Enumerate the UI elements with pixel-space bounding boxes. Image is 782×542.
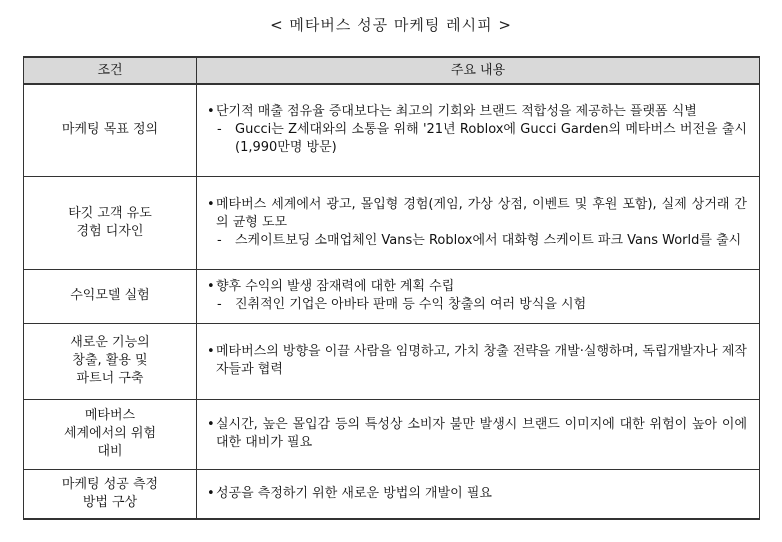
bullet-text: 향후 수익의 발생 잠재력에 대한 계획 수립 <box>216 279 455 294</box>
condition-text: 수익모델 실험 <box>70 288 150 303</box>
condition-text: 창출, 활용 및 <box>72 353 148 368</box>
table-row <box>24 399 760 469</box>
bullet-icon: • <box>207 104 215 120</box>
condition-text: 파트너 구축 <box>76 371 144 386</box>
table-row <box>24 269 760 323</box>
sub-item <box>207 121 747 157</box>
condition-cell <box>24 269 197 323</box>
sub-item <box>207 232 747 250</box>
condition-text: 경험 디자인 <box>76 223 144 239</box>
bullet-icon: • <box>207 344 215 359</box>
header-content: 주요 내용 <box>197 57 760 84</box>
dash-icon: - <box>217 297 222 312</box>
table-header-row <box>24 57 760 84</box>
content-cell <box>197 269 760 323</box>
condition-text: 방법 구상 <box>82 494 138 510</box>
condition-cell <box>24 176 197 269</box>
bullet-icon: • <box>207 485 215 501</box>
content-cell <box>197 176 760 269</box>
condition-cell <box>24 469 197 519</box>
dash-icon: - <box>217 232 222 248</box>
condition-cell <box>24 323 197 399</box>
sub-text: 진취적인 기업은 아바타 판매 등 수익 창출의 여러 방식을 시험 <box>235 297 587 312</box>
header-condition: 조건 <box>24 57 197 84</box>
bullet-text: 메타버스 세계에서 광고, 몰입형 경험(게임, 가상 상점, 이벤트 및 후원 포함), 실제 상거래 간의 균형 도모 <box>216 196 747 230</box>
content-cell <box>197 399 760 469</box>
content-cell <box>197 323 760 399</box>
condition-text: 메타버스 <box>84 408 136 423</box>
content-cell <box>197 84 760 176</box>
bullet-item <box>207 103 747 121</box>
table-row <box>24 469 760 519</box>
bullet-item <box>207 278 747 296</box>
condition-text: 마케팅 성공 측정 <box>61 476 159 492</box>
bullet-icon: • <box>207 279 215 294</box>
bullet-icon: • <box>207 417 215 432</box>
bullet-item <box>207 416 747 452</box>
recipe-table <box>23 56 760 520</box>
condition-text: 마케팅 목표 정의 <box>61 122 159 138</box>
bullet-item <box>207 196 747 232</box>
table-row <box>24 323 760 399</box>
bullet-item <box>207 343 747 379</box>
sub-text: 스케이트보딩 소매업체인 Vans는 Roblox에서 대화형 스케이트 파크 Vans World를 출시 <box>235 232 742 248</box>
bullet-item <box>207 485 747 503</box>
content-cell <box>197 469 760 519</box>
bullet-text: 메타버스의 방향을 이끌 사람을 임명하고, 가치 창출 전략을 개발·실행하며, 독립개발자나 제작자들과 협력 <box>216 344 747 377</box>
table-row <box>24 84 760 176</box>
page-title: < 메타버스 성공 마케팅 레시피 > <box>270 16 512 34</box>
bullet-text: 단기적 매출 점유율 증대보다는 최고의 기회와 브랜드 적합성을 제공하는 플랫폼 식별 <box>216 104 697 120</box>
condition-text: 세계에서의 위험 <box>63 426 157 441</box>
condition-text: 새로운 기능의 <box>70 335 150 350</box>
dash-icon: - <box>217 122 222 138</box>
sub-item <box>207 296 747 314</box>
condition-cell <box>24 399 197 469</box>
bullet-icon: • <box>207 196 215 212</box>
bullet-text: 실시간, 높은 몰입감 등의 특성상 소비자 불만 발생시 브랜드 이미지에 대한 위험이 높아 이에 대한 대비가 필요 <box>216 417 747 450</box>
table-row <box>24 176 760 269</box>
condition-text: 타깃 고객 유도 <box>68 205 152 221</box>
bullet-text: 성공을 측정하기 위한 새로운 방법의 개발이 필요 <box>216 485 492 501</box>
condition-text: 대비 <box>97 444 123 459</box>
sub-text: Gucci는 Z세대와의 소통을 위해 '21년 Roblox에 Gucci Garden의 메타버스 버전을 출시(1,990만명 방문) <box>235 122 747 156</box>
condition-cell <box>24 84 197 176</box>
